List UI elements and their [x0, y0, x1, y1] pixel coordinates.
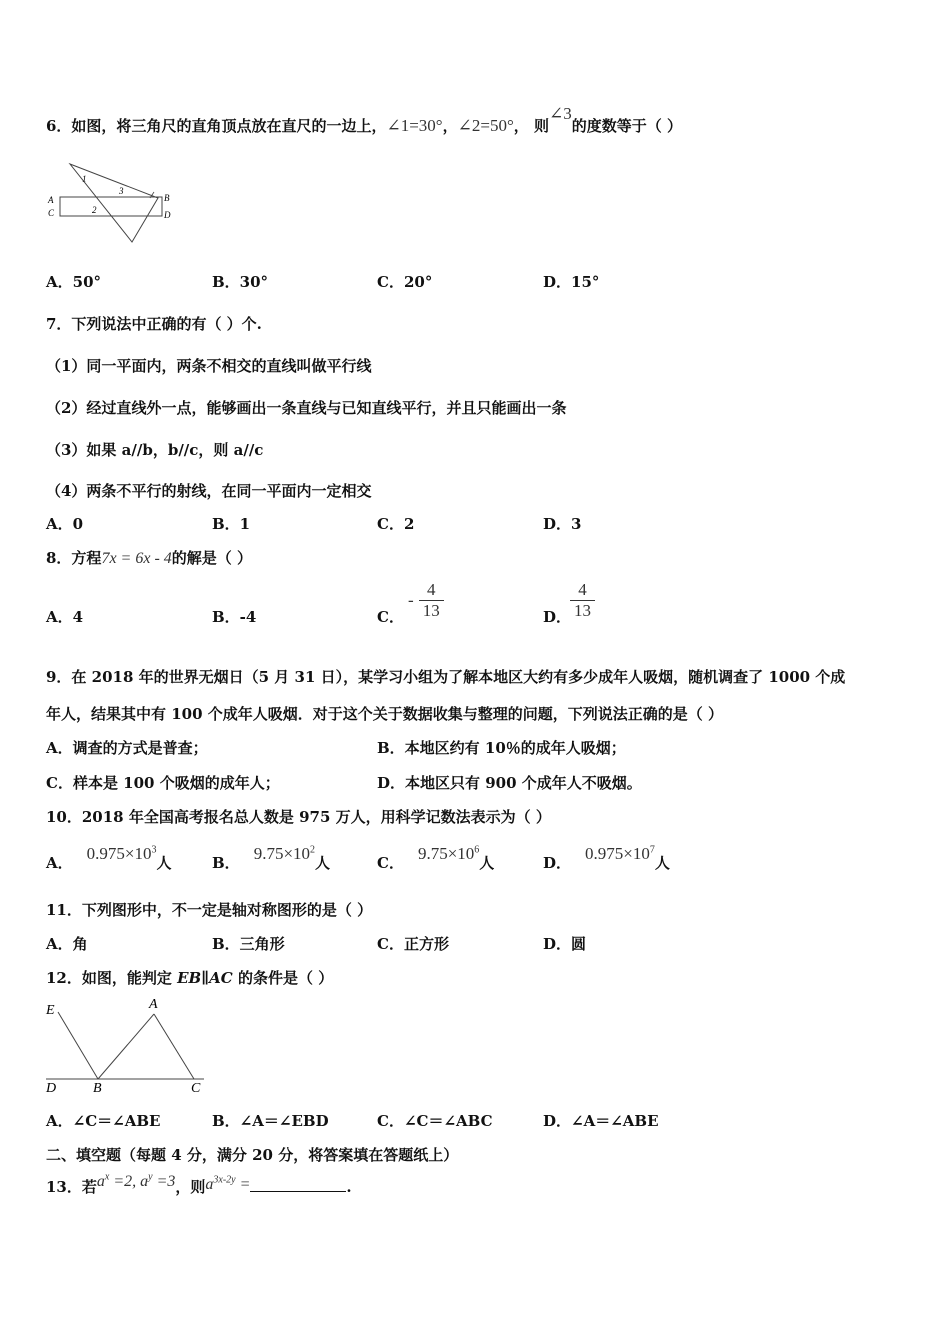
q10-a-label: A． — [46, 854, 73, 872]
label-B: B — [93, 1081, 102, 1096]
q8-d-num: 4 — [570, 580, 595, 601]
q7-item-4: （4）两条不平行的射线，在同一平面内一定相交 — [46, 482, 372, 500]
q7-item-1: （1）同一平面内，两条不相交的直线叫做平行线 — [46, 357, 372, 375]
q10-option-d — [543, 843, 670, 872]
q12-stem-b: 的条件是（ ） — [232, 969, 334, 987]
q13-target-base: a — [205, 1176, 214, 1193]
q8-option-b: B．-4 — [212, 608, 257, 626]
q8-c-fraction — [419, 580, 444, 621]
q10-c-exp: 6 — [474, 844, 480, 856]
q7-item-2: （2）经过直线外一点，能够画出一条直线与已知直线平行，并且只能画出一条 — [46, 399, 567, 417]
q9-line2: 年人，结果其中有 100 个成年人吸烟．对于这个关于数据收集与整理的问题，下列说法正确的是（ ） — [46, 705, 723, 723]
q8-option-d-label: D． — [543, 608, 572, 626]
segment-eb — [58, 1012, 98, 1079]
q8-option-c-value — [408, 580, 444, 621]
q10-c-unit: 人 — [479, 854, 495, 872]
q13-given-end: =3 — [152, 1173, 176, 1190]
q7-option-b: B．1 — [212, 515, 251, 533]
label-C: C — [191, 1081, 201, 1096]
q11-option-c: C．正方形 — [377, 935, 449, 953]
q6-option-b: B．30° — [212, 273, 269, 291]
label-D: D — [46, 1081, 57, 1096]
q10-d-base: 0.975×10 — [585, 844, 650, 863]
q8-stem-b: 的解是（ ） — [171, 549, 252, 567]
q8-c-num: 4 — [419, 580, 444, 601]
q7-option-a: A．0 — [46, 515, 84, 533]
q10-option-b — [212, 843, 331, 872]
q10-b-base: 9.75×10 — [253, 844, 311, 863]
q10-b-exp: 2 — [310, 844, 316, 856]
q10-d-exp: 7 — [649, 844, 655, 856]
q9-option-b: B．本地区约有 10％的成年人吸烟； — [377, 739, 626, 757]
q10-d-label: D． — [543, 854, 572, 872]
label-1: 1 — [82, 174, 87, 184]
q6-angle3: ∠3 — [548, 104, 572, 123]
q8-option-c — [377, 606, 404, 627]
label-D: D — [164, 210, 171, 220]
q8-d-den: 13 — [574, 601, 591, 620]
q6-option-a: A．50° — [46, 273, 102, 291]
q8-option-d-value — [570, 580, 595, 621]
q12-option-a: A．∠C＝∠ABE — [46, 1112, 161, 1130]
label-3: 3 — [119, 186, 124, 196]
q10-d-unit: 人 — [654, 854, 670, 872]
q13-stem-a: 13．若 — [46, 1178, 97, 1196]
q6-comma: ， — [442, 117, 458, 135]
q7-item-3: （3）如果 a//b，b//c，则 a//c — [46, 441, 264, 459]
q8-stem — [46, 547, 252, 568]
label-A: A — [149, 997, 158, 1012]
label-C: C — [48, 208, 55, 218]
q8-c-sign: - — [408, 590, 414, 610]
q11-option-b: B．三角形 — [212, 935, 285, 953]
q6-figure — [46, 160, 186, 246]
q10-c-base: 9.75×10 — [417, 844, 475, 863]
q6-angle2: ∠2=50° — [457, 116, 514, 135]
q6-option-c: C．20° — [377, 273, 433, 291]
q13-end: . — [346, 1178, 352, 1196]
q10-a-unit: 人 — [156, 854, 172, 872]
q6-stem — [46, 104, 682, 136]
q9-option-c: C．样本是 100 个吸烟的成年人； — [46, 774, 280, 792]
q11-stem: 11．下列图形中，不一定是轴对称图形的是（ ） — [46, 901, 373, 919]
q6-text-a: 6．如图，将三角尺的直角顶点放在直尺的一边上， — [46, 117, 387, 135]
q12-option-c: C．∠C＝∠ABC — [377, 1112, 493, 1130]
q9-option-a: A．调查的方式是普查； — [46, 739, 208, 757]
q13-stem — [46, 1171, 352, 1197]
label-2: 2 — [92, 205, 97, 215]
q12-figure — [44, 994, 214, 1096]
q10-option-a — [46, 843, 172, 872]
q10-option-c — [377, 843, 495, 872]
label-B: B — [164, 193, 170, 203]
q7-option-d: D．3 — [543, 515, 582, 533]
segment-ac — [154, 1014, 194, 1079]
q10-c-label: C． — [377, 854, 404, 872]
q6-angle1: ∠1=30° — [386, 116, 443, 135]
q9-line1: 9．在 2018 年的世界无烟日（5 月 31 日），某学习小组为了解本地区大约有多少成年人吸烟，随机调查了 1000 个成 — [46, 668, 846, 686]
q8-d-fraction — [570, 580, 595, 621]
section-2-heading: 二、填空题（每题 4 分，满分 20 分，将答案填在答题纸上） — [46, 1146, 459, 1164]
q12-stem-a: 12．如图，能判定 — [46, 969, 178, 987]
q10-a-base: 0.975×10 — [86, 844, 152, 863]
q13-given-exp1: x — [104, 1171, 110, 1183]
q7-stem: 7．下列说法中正确的有（ ）个. — [46, 315, 262, 333]
q8-c-den: 13 — [422, 601, 440, 620]
q11-option-a: A．角 — [46, 935, 88, 953]
ruler — [60, 197, 162, 216]
q11-option-d: D．圆 — [543, 935, 587, 953]
q13-given-exp2: y — [148, 1171, 153, 1183]
label-A: A — [48, 195, 54, 205]
q13-stem-b: ，则 — [175, 1178, 206, 1196]
q10-b-unit: 人 — [315, 854, 331, 872]
q13-answer-blank[interactable] — [250, 1191, 346, 1192]
q8-option-a: A．4 — [46, 608, 84, 626]
q12-condition: EB∥AC — [177, 969, 233, 987]
q10-a-exp: 3 — [151, 844, 157, 856]
q12-stem — [46, 967, 333, 988]
q13-eq: = — [235, 1176, 251, 1193]
q8-stem-a: 8．方程 — [46, 549, 102, 567]
label-E: E — [46, 1003, 55, 1018]
q10-stem: 10．2018 年全国高考报名总人数是 975 万人，用科学记数法表示为（ ） — [46, 808, 551, 826]
q13-given-base: a — [96, 1173, 105, 1190]
q12-option-b: B．∠A＝∠EBD — [212, 1112, 329, 1130]
q8-option-d — [543, 606, 571, 627]
q8-option-c-label: C． — [377, 608, 404, 626]
q6-ze: ， 则 — [513, 117, 549, 135]
segment-ba — [98, 1014, 154, 1079]
q13-given-mid: =2, a — [109, 1173, 149, 1190]
q6-option-d: D．15° — [543, 273, 600, 291]
q9-option-d: D．本地区只有 900 个成年人不吸烟。 — [377, 774, 642, 792]
q10-b-label: B． — [212, 854, 240, 872]
q6-text-b: 的度数等于（ ） — [571, 117, 682, 135]
q13-target-exp: 3x-2y — [213, 1174, 236, 1186]
q8-equation: 7x = 6x - 4 — [101, 550, 172, 567]
q7-option-c: C．2 — [377, 515, 415, 533]
q12-option-d: D．∠A＝∠ABE — [543, 1112, 659, 1130]
